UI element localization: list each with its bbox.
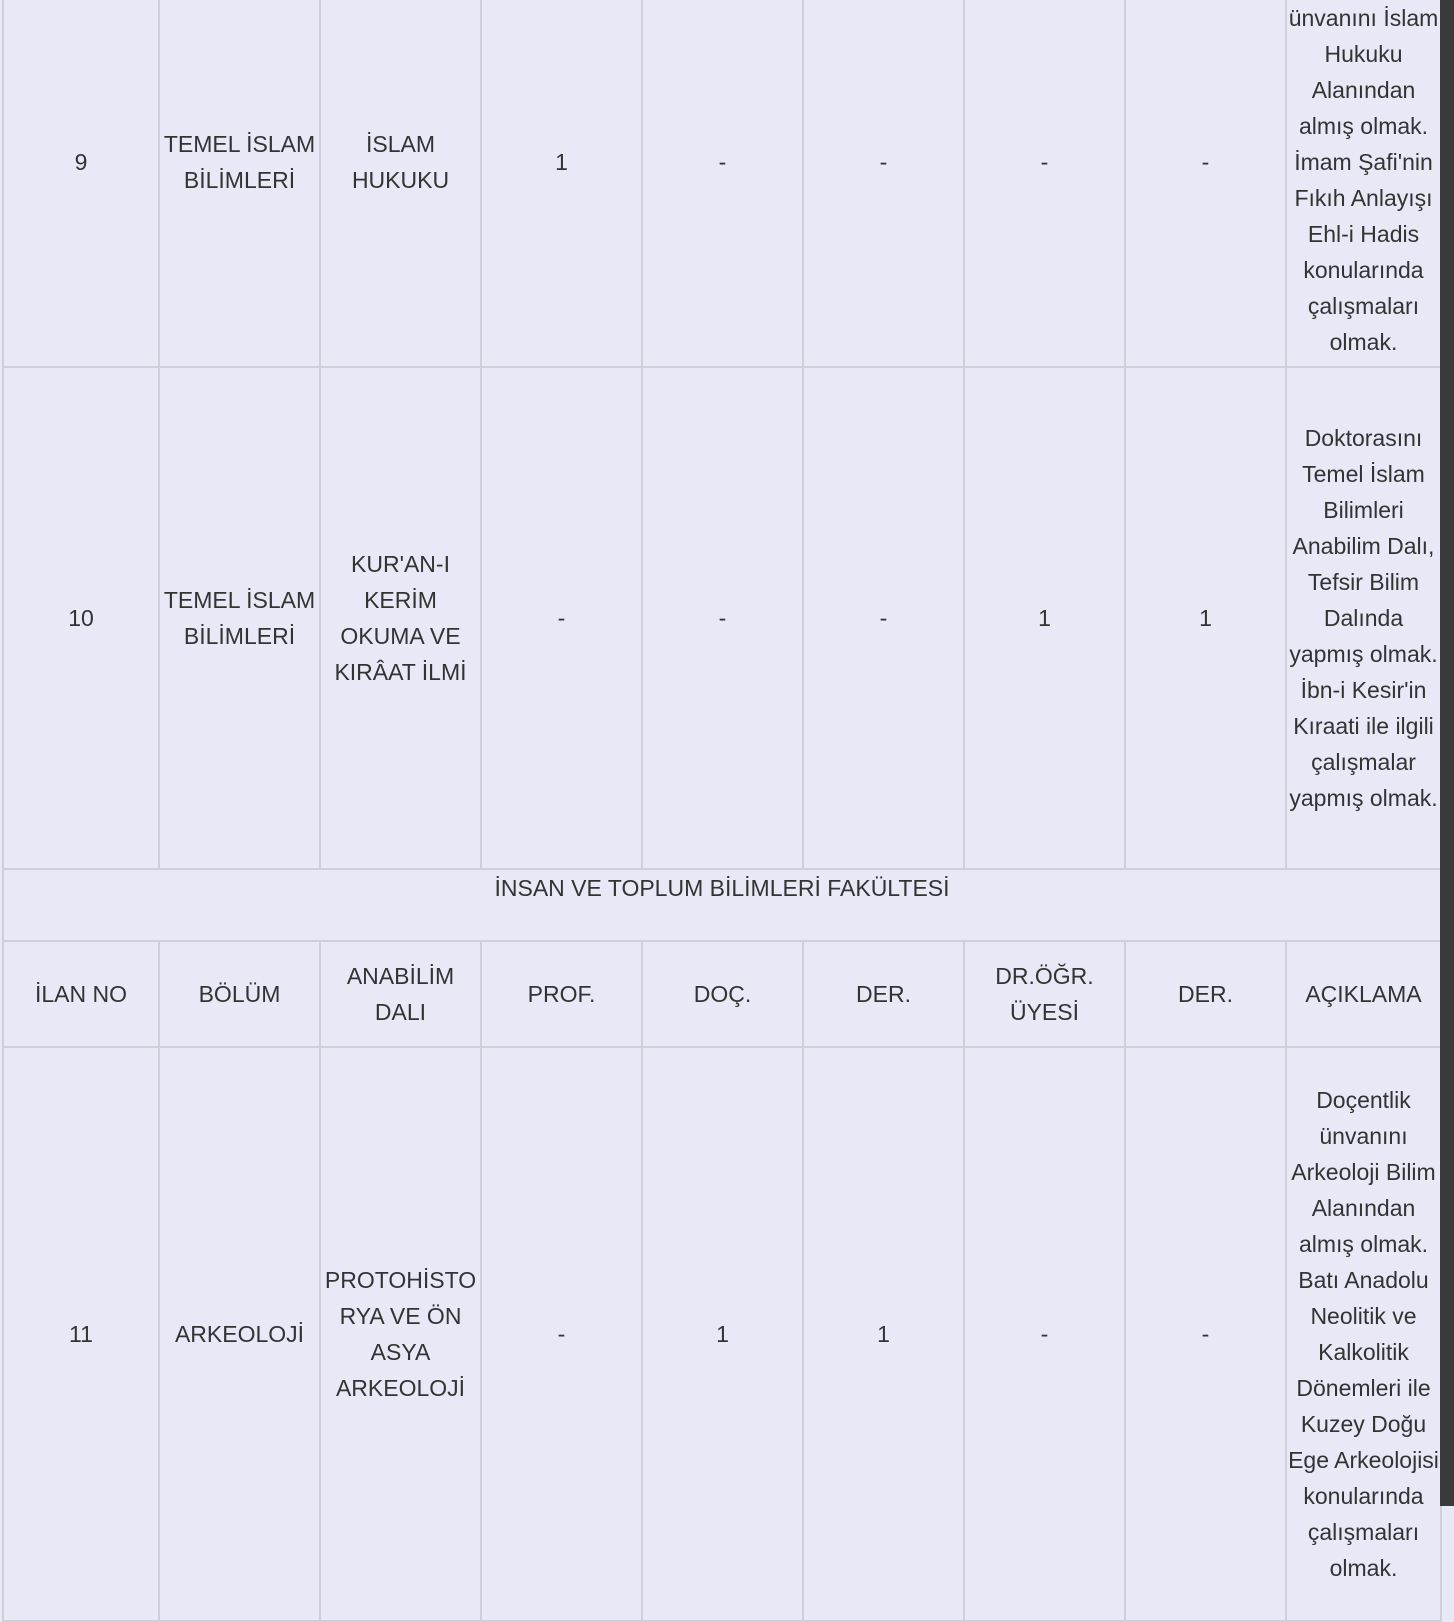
header-der: DER. [803, 941, 964, 1047]
anabilim-cell: KUR'AN-I KERİM OKUMA VE KIRÂAT İLMİ [320, 367, 481, 869]
dr-cell: 1 [964, 367, 1125, 869]
dr-cell: - [964, 0, 1125, 367]
dr-cell: - [964, 1047, 1125, 1621]
faculty-title-cell [3, 869, 1441, 941]
der-cell: 1 [1125, 367, 1286, 869]
aciklama-cell: ünvanını İslam Hukuku Alanından almış olmak. İmam Şafi'nin Fıkıh Anlayışı Ehl-i Hadis konularında çalışmaları olmak. [1286, 0, 1441, 367]
prof-cell: - [481, 1047, 642, 1621]
window-edge [1440, 0, 1454, 1506]
aciklama-cell: Doktorasını Temel İslam Bilimleri Anabilim Dalı, Tefsir Bilim Dalında yapmış olmak. İbn-i Kesir'in Kıraati ile ilgili çalışmalar yapmış olmak. [1286, 367, 1441, 869]
table-row [3, 367, 1441, 869]
header-dr: DR.ÖĞR. ÜYESİ [964, 941, 1125, 1047]
header-bolum: BÖLÜM [159, 941, 320, 1047]
header-row [3, 941, 1441, 1047]
der-cell: - [803, 367, 964, 869]
header-aciklama: AÇIKLAMA [1286, 941, 1441, 1047]
der-cell: - [1125, 0, 1286, 367]
bolum-cell: ARKEOLOJİ [159, 1047, 320, 1621]
header-prof: PROF. [481, 941, 642, 1047]
bolum-cell: TEMEL İSLAM BİLİMLERİ [159, 0, 320, 367]
header-anabilim: ANABİLİM DALI [320, 941, 481, 1047]
table-row [3, 0, 1441, 367]
table-row [3, 1047, 1441, 1621]
header-doc: DOÇ. [642, 941, 803, 1047]
anabilim-cell: İSLAM HUKUKU [320, 0, 481, 367]
ilan-no-cell: 9 [3, 0, 159, 367]
positions-table [2, 0, 1442, 1622]
doc-cell: - [642, 367, 803, 869]
ilan-no-cell: 10 [3, 367, 159, 869]
bolum-cell: TEMEL İSLAM BİLİMLERİ [159, 367, 320, 869]
faculty-title: İNSAN VE TOPLUM BİLİMLERİ FAKÜLTESİ [494, 875, 950, 901]
der-cell: 1 [803, 1047, 964, 1621]
prof-cell: - [481, 367, 642, 869]
der-cell: - [803, 0, 964, 367]
anabilim-cell: PROTOHİSTORYA VE ÖN ASYA ARKEOLOJİ [320, 1047, 481, 1621]
aciklama-cell: Doçentlik ünvanını Arkeoloji Bilim Alanından almış olmak. Batı Anadolu Neolitik ve Kalkolitik Dönemleri ile Kuzey Doğu Ege Arkeolojisi konularında çalışmaları olmak. [1286, 1047, 1441, 1621]
header-ilan-no: İLAN NO [3, 941, 159, 1047]
der-cell: - [1125, 1047, 1286, 1621]
ilan-no-cell: 11 [3, 1047, 159, 1621]
doc-cell: - [642, 0, 803, 367]
prof-cell: 1 [481, 0, 642, 367]
header-der: DER. [1125, 941, 1286, 1047]
faculty-row [3, 869, 1441, 941]
doc-cell: 1 [642, 1047, 803, 1621]
